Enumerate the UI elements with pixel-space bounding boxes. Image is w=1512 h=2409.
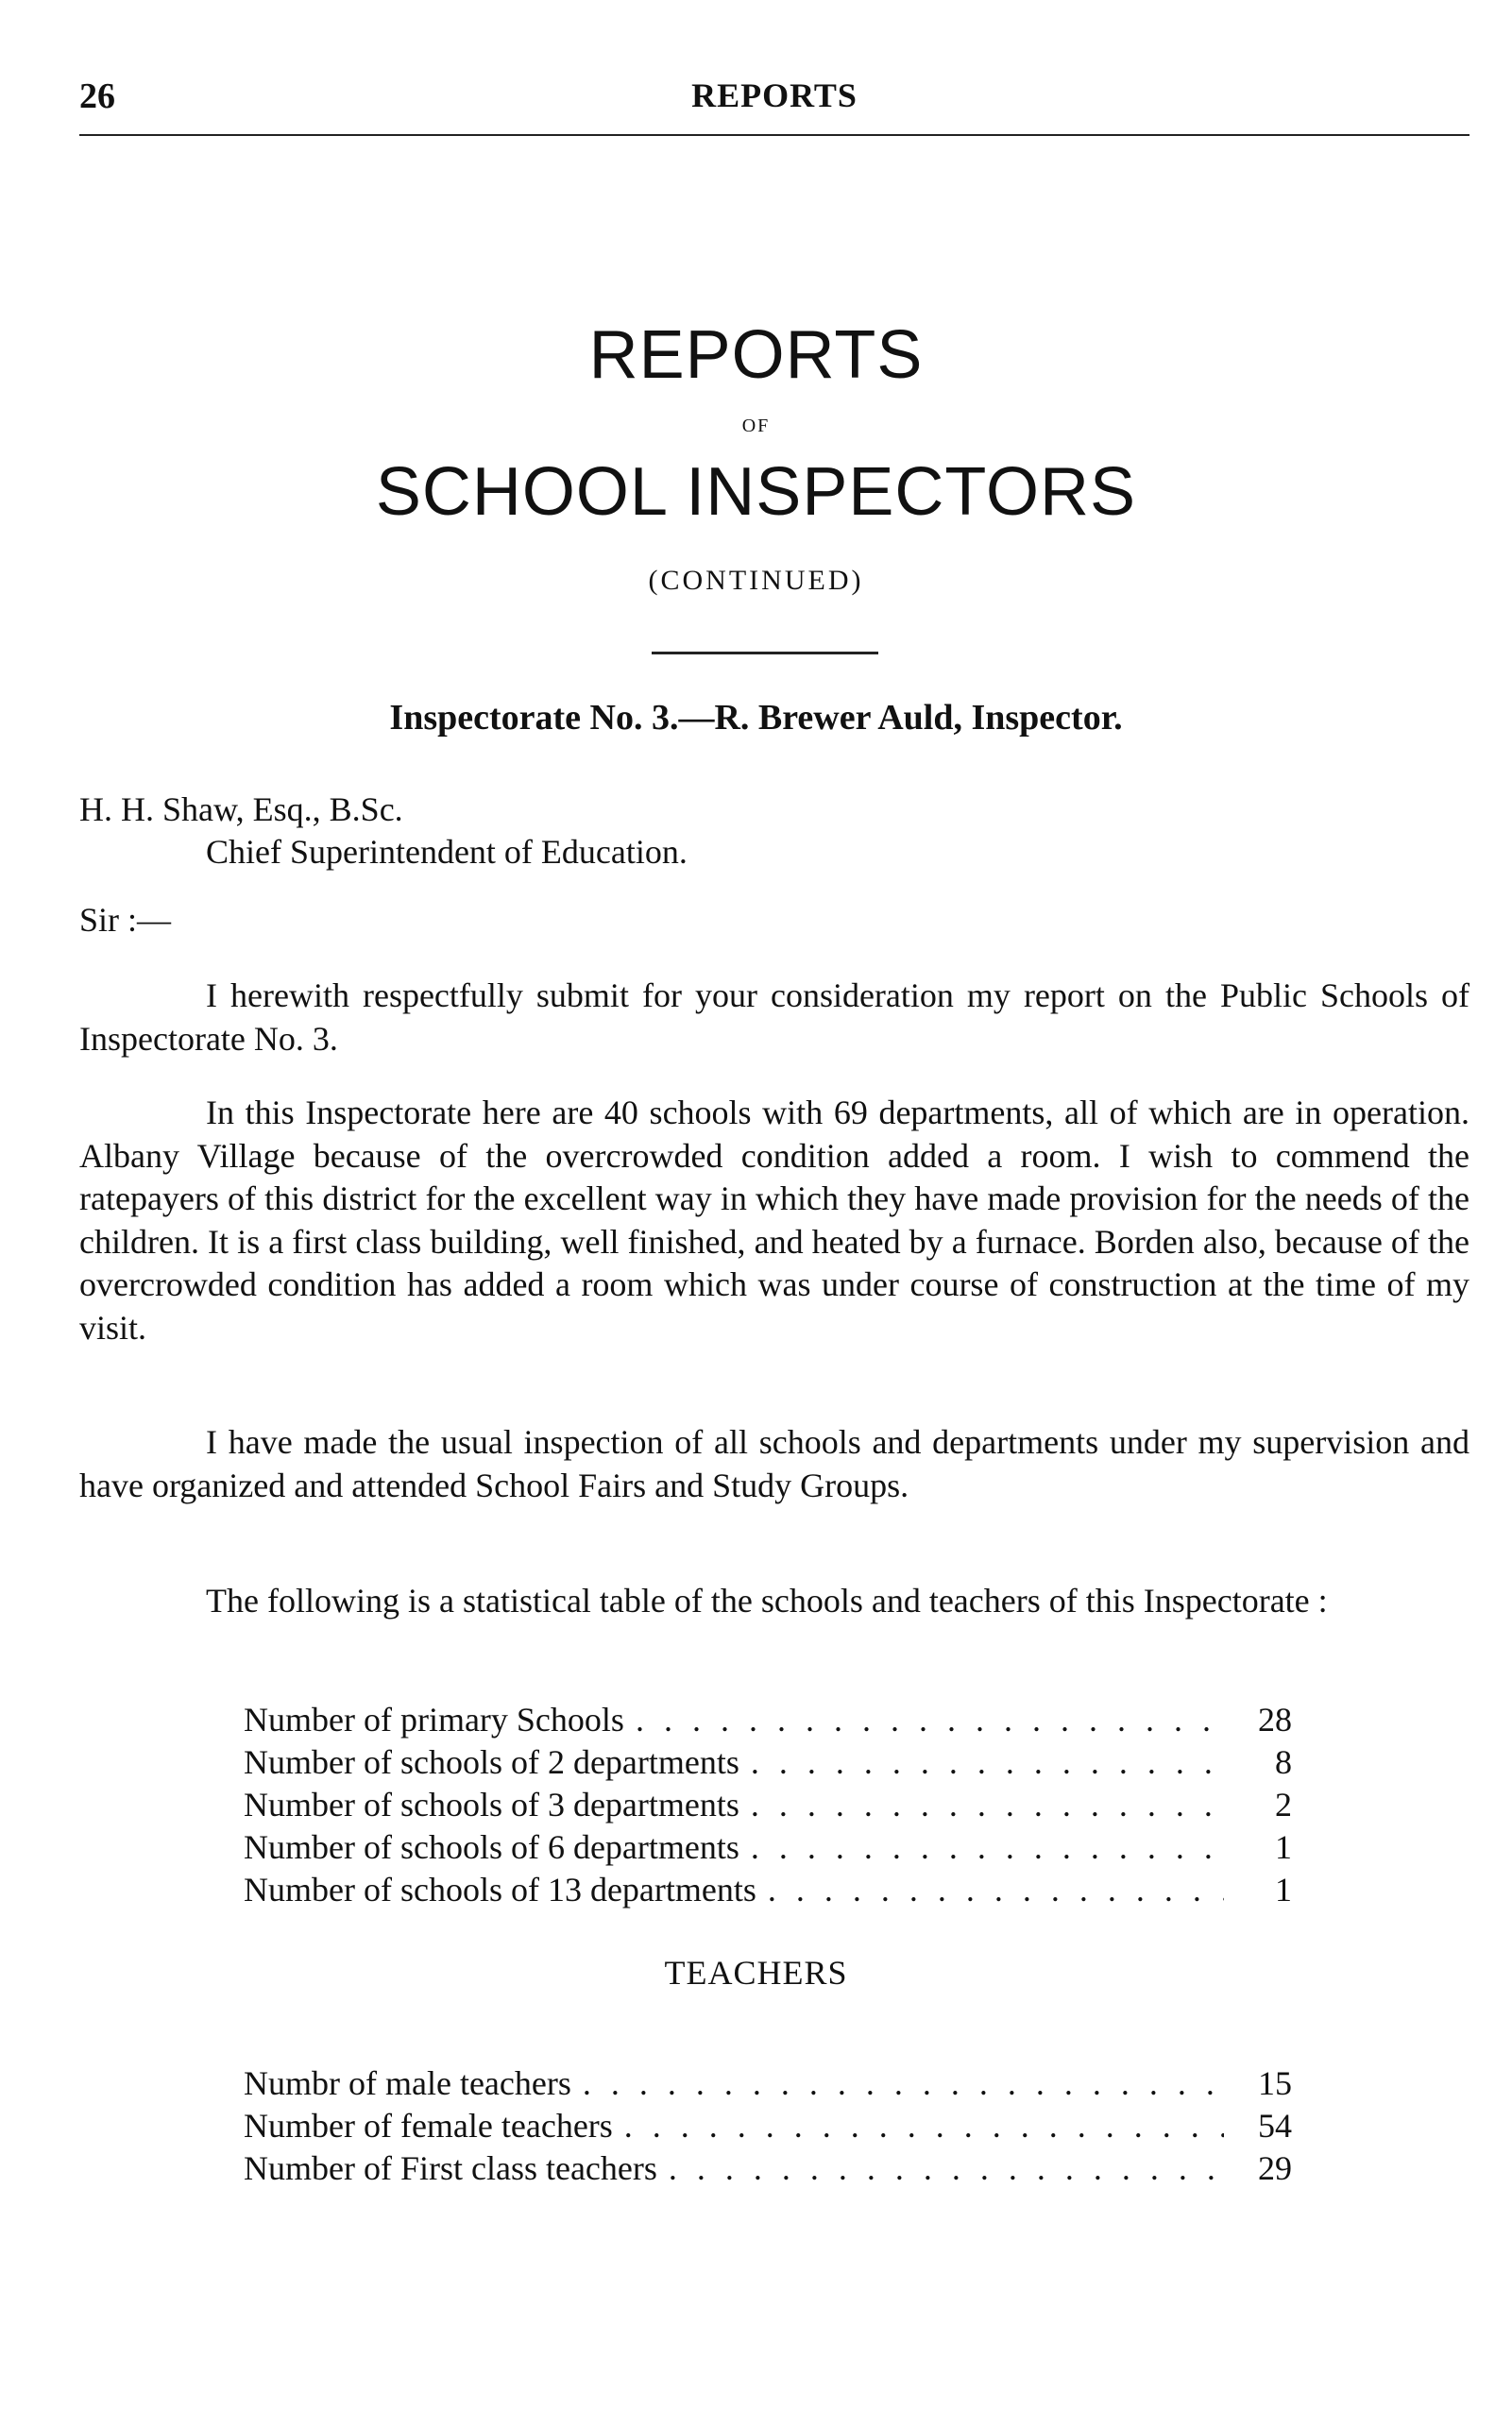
table-row — [244, 1742, 1292, 1785]
addressee-name: H. H. Shaw, Esq., B.Sc. — [79, 790, 403, 828]
row-value: 15 — [1258, 2064, 1292, 2102]
row-value: 1 — [1275, 1828, 1292, 1866]
page-number: 26 — [79, 76, 115, 116]
sub-title: SCHOOL INSPECTORS — [375, 454, 1137, 530]
row-label: Number of First class teachers — [244, 2149, 657, 2187]
addressee-title: Chief Superintendent of Education. — [206, 833, 688, 871]
table-row — [244, 1700, 1292, 1742]
row-label: Number of schools of 6 departments — [244, 1828, 739, 1866]
dot-leader — [751, 1742, 1224, 1782]
table-row — [244, 1827, 1292, 1870]
header-rule — [79, 134, 1470, 136]
row-label: Number of female teachers — [244, 2107, 613, 2145]
paragraph-3: I have made the usual inspection of all schools and departments under my supervision and have organized and attended School Fairs and Study Groups. — [79, 1423, 1470, 1504]
dot-leader — [624, 2106, 1224, 2146]
row-value: 29 — [1258, 2149, 1292, 2187]
salutation: Sir :— — [79, 901, 172, 939]
running-title: REPORTS — [691, 76, 858, 114]
running-head — [79, 76, 1470, 142]
dot-leader — [768, 1870, 1224, 1909]
row-label: Numbr of male teachers — [244, 2064, 571, 2102]
paragraph-1: I herewith respectfully submit for your consideration my report on the Public Schools of Inspectorate No. 3. — [79, 976, 1470, 1058]
row-value: 8 — [1275, 1743, 1292, 1781]
row-value: 1 — [1275, 1871, 1292, 1909]
table-row — [244, 1870, 1292, 1912]
row-value: 54 — [1258, 2107, 1292, 2145]
main-title: REPORTS — [588, 317, 924, 393]
table-row — [244, 2063, 1292, 2106]
paragraph-2: In this Inspectorate here are 40 schools with 69 departments, all of which are in operation. Albany Village because of the overcrowded condition added a room. I wish to commend the ratepayers of this district for the excellent way in which they have made provision for the needs of the children. It is a first class building, well finished, and heated by a furnace. Borden also, because of the overcrowded condition has added a room which was under course of construction at the time of my visit. — [79, 1094, 1470, 1347]
row-value: 2 — [1275, 1786, 1292, 1824]
table-row — [244, 2106, 1292, 2148]
table-row — [244, 2148, 1292, 2191]
row-label: Number of primary Schools — [244, 1701, 624, 1739]
row-label: Number of schools of 13 departments — [244, 1871, 756, 1909]
dot-leader — [636, 1700, 1224, 1739]
row-label: Number of schools of 3 departments — [244, 1786, 739, 1824]
title-rule — [652, 652, 878, 654]
table-row — [244, 1785, 1292, 1827]
row-value: 28 — [1258, 1701, 1292, 1739]
dot-leader — [751, 1827, 1224, 1867]
dot-leader — [751, 1785, 1224, 1824]
title-of: OF — [741, 416, 771, 436]
paragraph-4: The following is a statistical table of the schools and teachers of this Inspectorate : — [206, 1582, 1328, 1620]
continued-label: (CONTINUED) — [648, 565, 864, 596]
teachers-heading: TEACHERS — [664, 1954, 848, 1992]
row-label: Number of schools of 2 departments — [244, 1743, 739, 1781]
dot-leader — [583, 2063, 1224, 2103]
dot-leader — [669, 2148, 1224, 2188]
inspectorate-heading: Inspectorate No. 3.—R. Brewer Auld, Inspector. — [389, 698, 1123, 738]
